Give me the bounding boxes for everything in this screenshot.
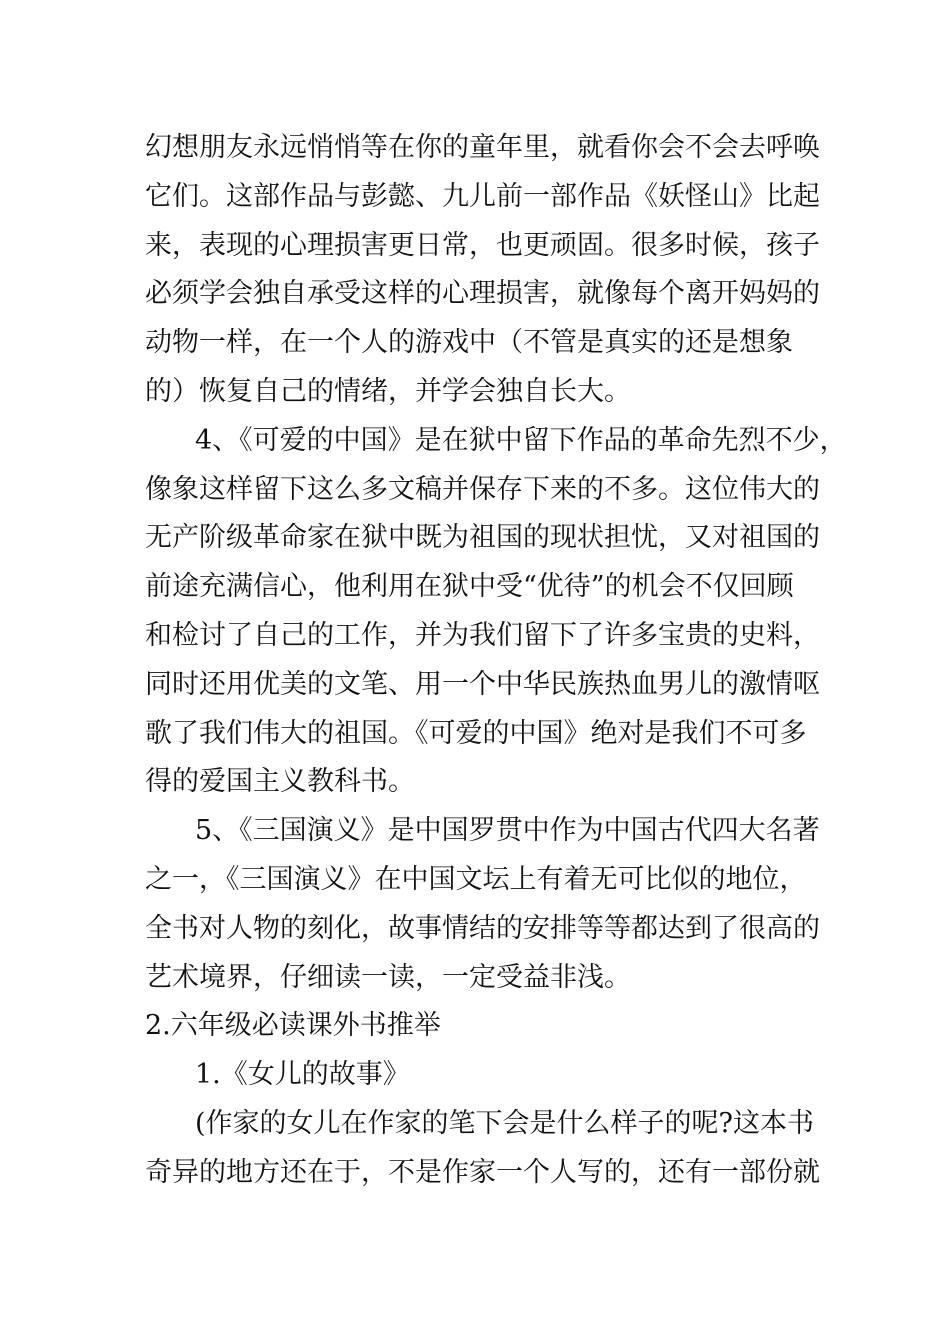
section-heading: 2.六年级必读课外书推举 — [145, 1010, 441, 1042]
book-title-line: 1.《女儿的故事》 — [195, 1059, 410, 1091]
text-line: 无产阶级革命家在狱中既为祖国的现状担忧，又对祖国的 — [145, 522, 820, 554]
text-line: 它们。这部作品与彭懿、九儿前一部作品《妖怪山》比起 — [145, 180, 820, 212]
text-line: 奇异的地方还在于，不是作家一个人写的，还有一部份就 — [145, 1156, 820, 1188]
text-line: 艺术境界，仔细读一读，一定受益非浅。 — [145, 961, 631, 993]
text-line: 来，表现的心理损害更日常，也更顽固。很多时候，孩子 — [145, 229, 820, 261]
text-line: 全书对人物的刻化，故事情结的安排等等都达到了很高的 — [145, 912, 820, 944]
paragraph-start-line: (作家的女儿在作家的笔下会是什么样子的呢?这本书 — [195, 1107, 815, 1139]
text-line: 的）恢复自己的情绪，并学会独自长大。 — [145, 375, 631, 407]
text-line: 同时还用优美的文笔、用一个中华民族热血男儿的激情呕 — [145, 668, 820, 700]
text-line: 之一，《三国演义》在中国文坛上有着无可比似的地位， — [145, 863, 807, 895]
text-line: 和检讨了自己的工作，并为我们留下了许多宝贵的史料， — [145, 619, 820, 651]
text-line: 歌了我们伟大的祖国。《可爱的中国》绝对是我们不可多 — [145, 717, 807, 749]
paragraph-start-line: 5、《三国演义》是中国罗贯中作为中国古代四大名著 — [195, 815, 820, 847]
text-line: 必须学会独自承受这样的心理损害，就像每个离开妈妈的 — [145, 278, 820, 310]
paragraph-start-line: 4、《可爱的中国》是在狱中留下作品的革命先烈不少， — [195, 424, 847, 456]
text-line: 前途充满信心，他利用在狱中受“优待”的机会不仅回顾 — [145, 571, 794, 603]
body-text — [145, 124, 847, 1198]
text-line: 像象这样留下这么多文稿并保存下来的不多。这位伟大的 — [145, 473, 820, 505]
text-line: 得的爱国主义教科书。 — [145, 766, 415, 798]
text-line: 幻想朋友永远悄悄等在你的童年里，就看你会不会去呼唤 — [145, 132, 820, 163]
text-line: 动物一样，在一个人的游戏中（不管是真实的还是想象 — [145, 327, 793, 359]
